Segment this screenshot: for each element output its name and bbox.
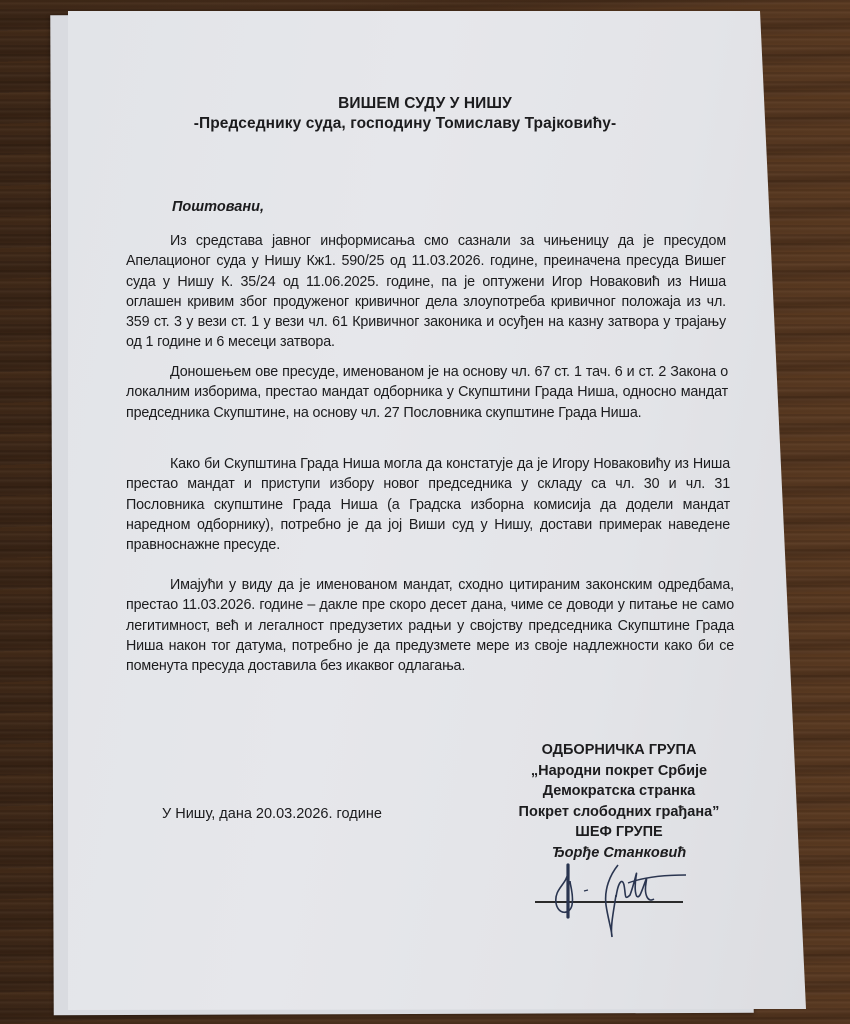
date-line: У Нишу, дана 20.03.2026. године bbox=[162, 806, 382, 822]
paragraph-3: Како би Скупштина Града Ниша могла да констатује да је Игору Новаковићу из Ниша престао мандат и приступи избору новог председника у складу са чл. 30 и чл. 31 Пословника скупштине Града Ниша (а Градска изборна комисија да додели мандат наредном одборнику), потребно је да јој Виши суд у Нишу, достави примерак наведене правноснажне пресуде. bbox=[126, 456, 730, 554]
party-line-1: „Народни покрет Србије bbox=[530, 762, 708, 779]
greeting: Поштовани, bbox=[172, 199, 265, 215]
paragraph-2: Доношењем ове пресуде, именованом је на основу чл. 67 ст. 1 тач. 6 и ст. 2 Закона о локалним изборима, престао мандат одборника у Скупштини Града Ниша, односно мандат председника Скупштине, на основу чл. 27 Пословника скупштине Града Ниша. bbox=[126, 364, 728, 421]
addressee-subtitle: -Председнику суда, господину Томиславу Трајковићу- bbox=[193, 115, 617, 132]
addressee-title: ВИШЕМ СУДУ У НИШУ bbox=[338, 95, 512, 112]
signatory-name: Ђорђе Станковић bbox=[551, 844, 687, 861]
paragraph-4: Имајући у виду да је именованом мандат, сходно цитираним законским одредбама, престао 11.03.2026. године – дакле пре скоро десет дана, чиме се доводи у питање не само легитимност, већ и легалност предузетих радњи у својству председника Скупштине Града Ниша након тог датума, потребно је да предузмете мере из своје надлежности како би се поменута пресуда доставила без икаквог одлагања. bbox=[126, 577, 734, 675]
signature-block bbox=[490, 740, 748, 863]
handwritten-signature-icon bbox=[540, 855, 690, 940]
party-line-3: Покрет слободних грађана” bbox=[518, 803, 720, 820]
paragraph-1: Из средстава јавног информисања смо сазнали за чињеницу да је пресудом Апелационог суда у Нишу Кж1. 590/25 од 11.03.2026. године, преиначена пресуда Вишег суда у Нишу К. 35/24 од 11.06.2025. године, па је оптужени Игор Новаковић из Ниша оглашен кривим због продуженог кривичног дела злоупотреба кривичног положаја из чл. 359 ст. 3 у вези ст. 1 у вези чл. 61 Кривичног законика и осуђен на казну затвора у трајању од 1 године и 6 месеци затвора. bbox=[126, 233, 726, 351]
party-line-2: Демократска странка bbox=[542, 783, 696, 799]
group-title: ОДБОРНИЧКА ГРУПА bbox=[541, 742, 697, 758]
group-head-title: ШЕФ ГРУПЕ bbox=[575, 824, 663, 840]
